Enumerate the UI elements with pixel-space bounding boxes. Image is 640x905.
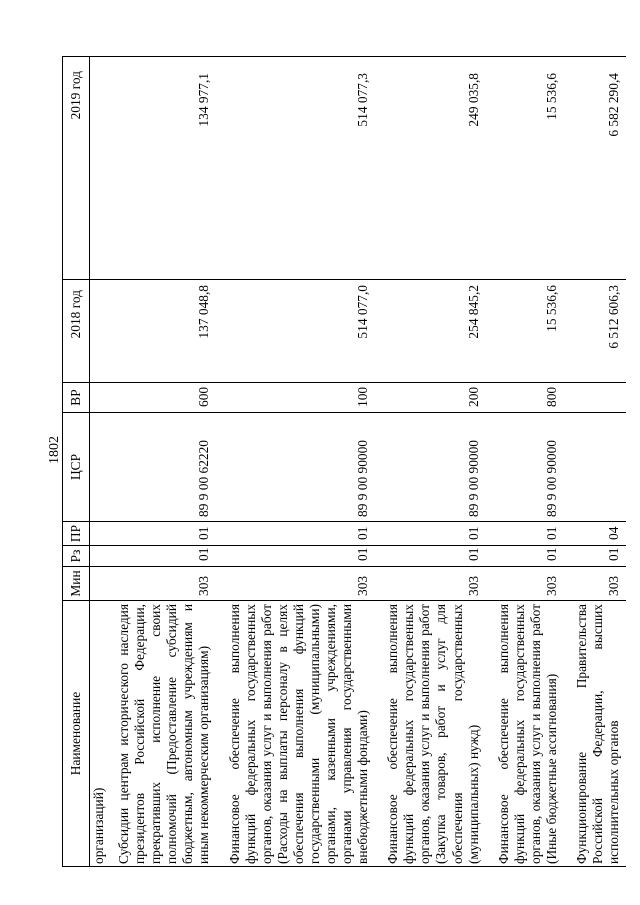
table-row [217,57,376,867]
table-header-row [63,57,90,867]
row-name: Субсидии центрам исторического наследия президентов Российской Федерации, прекративших исполнение своих полномочий (Предоставление субсидий бюджетным, автономным учреждениям и иным некоммерческим организациям) [116,601,216,867]
row-min: 303 [375,567,485,601]
row-csr: 89 9 00 62220 [116,413,216,522]
row-2019: 6 582 290,4 [564,57,626,280]
row-csr: 89 9 00 90000 [486,413,564,522]
row-pr: 01 [486,522,564,546]
row-vr: 100 [217,383,376,413]
row-csr [90,413,117,522]
row-pr: 04 [564,522,626,546]
header-vr: ВР [63,383,90,413]
row-vr: 600 [116,383,216,413]
row-2018: 15 536,6 [486,280,564,383]
budget-table [62,56,626,867]
row-vr [90,383,117,413]
row-vr [564,383,626,413]
header-rz: Рз [63,546,90,567]
header-name: Наименование [63,601,90,867]
row-csr [564,413,626,522]
row-pr: 01 [116,522,216,546]
table-row [375,57,485,867]
header-pr: ПР [63,522,90,546]
row-min [90,567,117,601]
row-rz: 01 [116,546,216,567]
row-2018: 137 048,8 [116,280,216,383]
row-min: 303 [486,567,564,601]
header-2019: 2019 год [63,57,90,280]
table-row [90,57,117,867]
row-2019: 514 077,3 [217,57,376,280]
row-name: Финансовое обеспечение выполнения функций федеральных государственных органов, оказания услуг и выполнения работ (Расходы на выплаты персоналу в целях обеспечения выполнения функций государственными (муниципальными) органами, казенными учреждениями, органами управления государственными внебюджетными фондами) [217,601,376,867]
row-2018: 6 512 606,3 [564,280,626,383]
row-vr: 800 [486,383,564,413]
row-csr: 89 9 00 90000 [217,413,376,522]
row-csr: 89 9 00 90000 [375,413,485,522]
row-2019: 15 536,6 [486,57,564,280]
row-name: Финансовое обеспечение выполнения функций федеральных государственных органов, оказания услуг и выполнения работ (Закупка товаров, работ и услуг для обеспечения государственных (муниципальных) нужд) [375,601,485,867]
header-min: Мин [63,567,90,601]
row-2018: 254 845,2 [375,280,485,383]
row-rz: 01 [564,546,626,567]
header-csr: ЦСР [63,413,90,522]
row-name: Функционирование Правительства Российской Федерации, высших исполнительных органов [564,601,626,867]
page-number: 1802 [47,436,62,464]
row-rz: 01 [486,546,564,567]
row-name: Финансовое обеспечение выполнения функций федеральных государственных органов, оказания услуг и выполнения работ (Иные бюджетные ассигнования) [486,601,564,867]
table-row [486,57,564,867]
row-2019: 134 977,1 [116,57,216,280]
row-2018 [90,280,117,383]
row-vr: 200 [375,383,485,413]
row-2019 [90,57,117,280]
table-row [564,57,626,867]
row-pr: 01 [217,522,376,546]
row-rz: 01 [375,546,485,567]
row-min: 303 [217,567,376,601]
table-row [116,57,216,867]
row-pr [90,522,117,546]
row-2019: 249 035,8 [375,57,485,280]
row-2018: 514 077,0 [217,280,376,383]
header-2018: 2018 год [63,280,90,383]
row-rz: 01 [217,546,376,567]
row-min: 303 [116,567,216,601]
row-min: 303 [564,567,626,601]
row-name: организаций) [90,601,117,867]
row-rz [90,546,117,567]
row-pr: 01 [375,522,485,546]
